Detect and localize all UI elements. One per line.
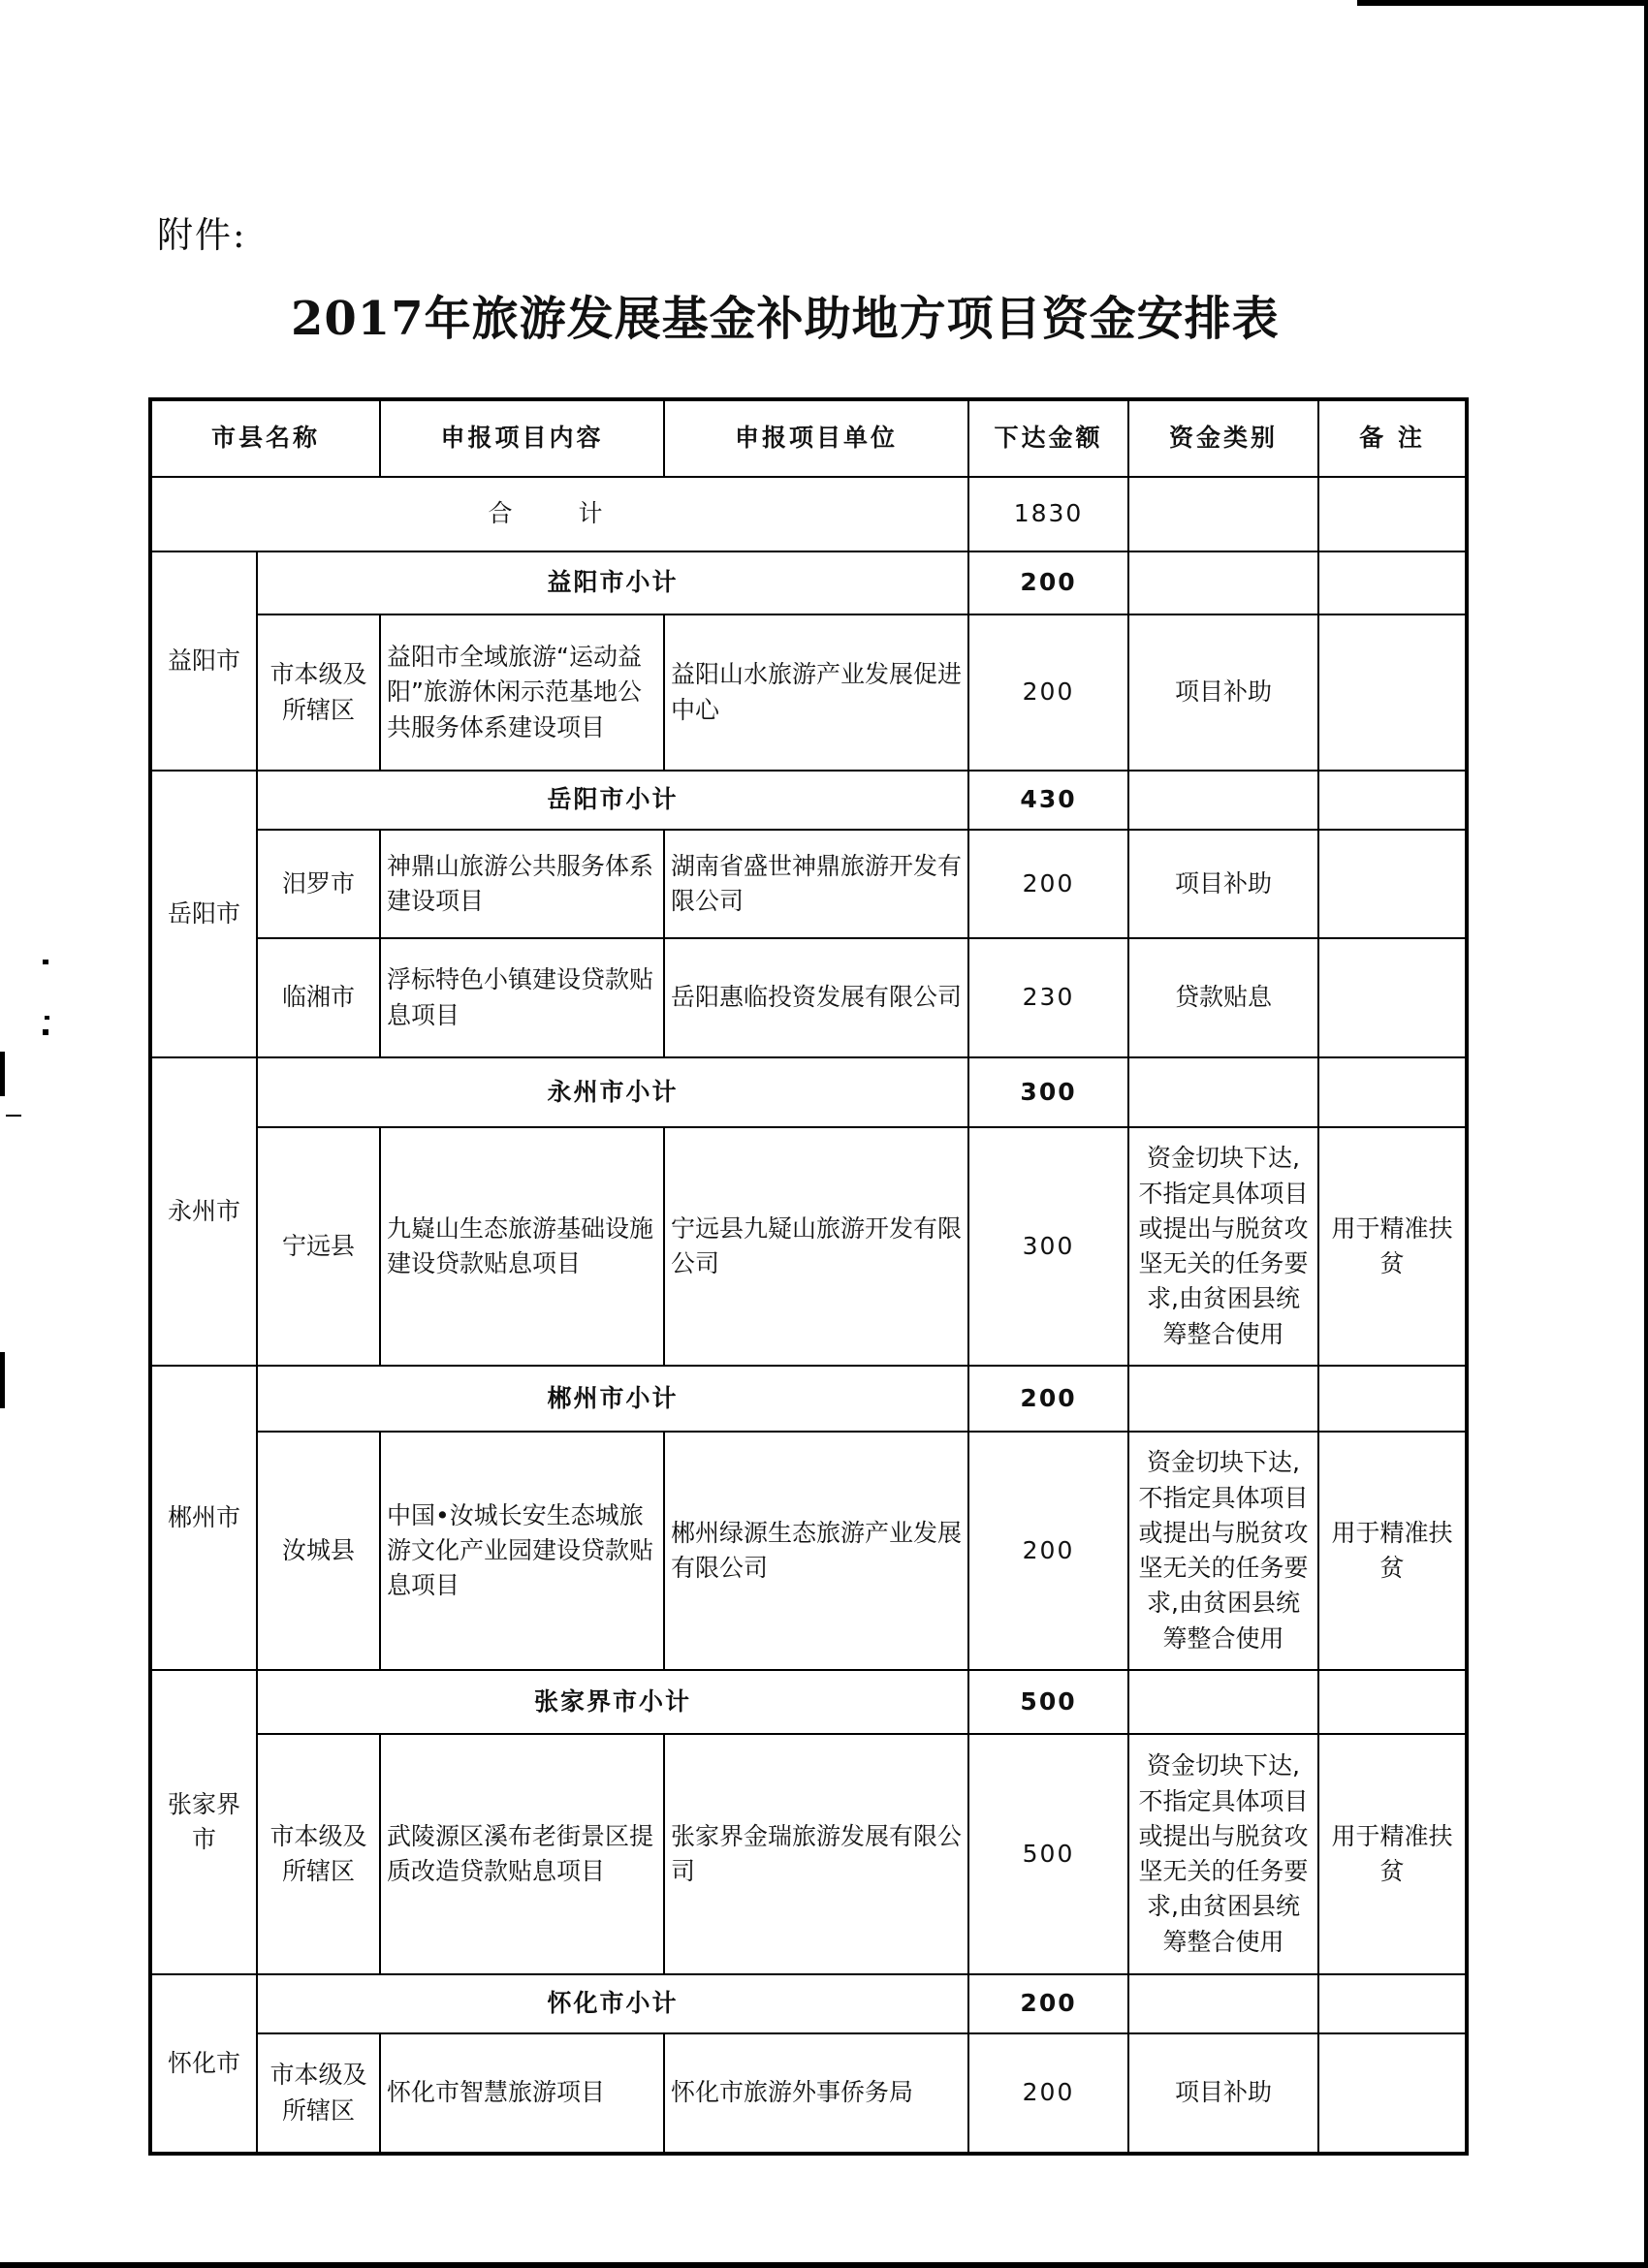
fund-category: 项目补助 — [1128, 830, 1318, 938]
subtotal-category — [1128, 1974, 1318, 2033]
county-name: 临湘市 — [257, 938, 380, 1057]
project-unit: 郴州绿源生态旅游产业发展有限公司 — [664, 1432, 968, 1670]
county-name: 市本级及所辖区 — [257, 2033, 380, 2154]
project-unit: 张家界金瑞旅游发展有限公司 — [664, 1734, 968, 1974]
subtotal-row — [150, 551, 1467, 614]
project-content: 中国•汝城长安生态城旅游文化产业园建设贷款贴息项目 — [380, 1432, 664, 1670]
table-row — [150, 1127, 1467, 1366]
scan-mark — [0, 1052, 5, 1096]
header-project: 申报项目内容 — [380, 399, 664, 477]
subtotal-amount: 200 — [968, 1974, 1128, 2033]
subtotal-category — [1128, 551, 1318, 614]
county-name: 汨罗市 — [257, 830, 380, 938]
header-city: 市县名称 — [150, 399, 380, 477]
city-name: 张家界市 — [150, 1670, 257, 1974]
subtotal-amount: 200 — [968, 551, 1128, 614]
subtotal-row — [150, 1670, 1467, 1734]
amount: 200 — [968, 2033, 1128, 2154]
note — [1318, 614, 1467, 771]
subtotal-category — [1128, 1670, 1318, 1734]
subtotal-row — [150, 1974, 1467, 2033]
subtotal-label: 张家界市小计 — [257, 1670, 968, 1734]
project-content: 浮标特色小镇建设贷款贴息项目 — [380, 938, 664, 1057]
scan-edge — [0, 2262, 1648, 2268]
header-category: 资金类别 — [1128, 399, 1318, 477]
note: 用于精准扶贫 — [1318, 1734, 1467, 1974]
scan-speck — [45, 1016, 49, 1020]
project-content: 益阳市全域旅游“运动益阳”旅游休闲示范基地公共服务体系建设项目 — [380, 614, 664, 771]
county-name: 汝城县 — [257, 1432, 380, 1670]
note — [1318, 2033, 1467, 2154]
amount: 200 — [968, 1432, 1128, 1670]
project-content: 神鼎山旅游公共服务体系建设项目 — [380, 830, 664, 938]
fund-category: 资金切块下达,不指定具体项目或提出与脱贫攻坚无关的任务要求,由贫困县统筹整合使用 — [1128, 1127, 1318, 1366]
county-name: 宁远县 — [257, 1127, 380, 1366]
fund-category: 贷款贴息 — [1128, 938, 1318, 1057]
subtotal-note — [1318, 1670, 1467, 1734]
total-label: 合 计 — [150, 477, 968, 551]
total-note — [1318, 477, 1467, 551]
table-row — [150, 2033, 1467, 2154]
table-row — [150, 1734, 1467, 1974]
subtotal-amount: 500 — [968, 1670, 1128, 1734]
amount: 500 — [968, 1734, 1128, 1974]
fund-category: 项目补助 — [1128, 2033, 1318, 2154]
subtotal-category — [1128, 771, 1318, 830]
city-name: 永州市 — [150, 1057, 257, 1366]
table-row — [150, 938, 1467, 1057]
subtotal-note — [1318, 1974, 1467, 2033]
subtotal-category — [1128, 1057, 1318, 1127]
city-name: 怀化市 — [150, 1974, 257, 2154]
subtotal-row — [150, 1366, 1467, 1432]
subtotal-row — [150, 771, 1467, 830]
total-category — [1128, 477, 1318, 551]
subtotal-category — [1128, 1366, 1318, 1432]
scan-speck — [6, 1115, 21, 1117]
subtotal-label: 永州市小计 — [257, 1057, 968, 1127]
amount: 200 — [968, 830, 1128, 938]
header-unit: 申报项目单位 — [664, 399, 968, 477]
project-unit: 湖南省盛世神鼎旅游开发有限公司 — [664, 830, 968, 938]
amount: 230 — [968, 938, 1128, 1057]
funding-table — [148, 397, 1469, 2156]
header-note: 备 注 — [1318, 399, 1467, 477]
subtotal-label: 益阳市小计 — [257, 551, 968, 614]
county-name: 市本级及所辖区 — [257, 1734, 380, 1974]
scan-speck — [43, 960, 48, 964]
project-content: 武陵源区溪布老街景区提质改造贷款贴息项目 — [380, 1734, 664, 1974]
city-name: 岳阳市 — [150, 771, 257, 1057]
project-content: 怀化市智慧旅游项目 — [380, 2033, 664, 2154]
note: 用于精准扶贫 — [1318, 1432, 1467, 1670]
project-unit: 怀化市旅游外事侨务局 — [664, 2033, 968, 2154]
total-row — [150, 477, 1467, 551]
fund-category: 项目补助 — [1128, 614, 1318, 771]
project-unit: 宁远县九疑山旅游开发有限公司 — [664, 1127, 968, 1366]
total-amount: 1830 — [968, 477, 1128, 551]
city-name: 郴州市 — [150, 1366, 257, 1670]
subtotal-label: 怀化市小计 — [257, 1974, 968, 2033]
fund-category: 资金切块下达,不指定具体项目或提出与脱贫攻坚无关的任务要求,由贫困县统筹整合使用 — [1128, 1432, 1318, 1670]
amount: 200 — [968, 614, 1128, 771]
subtotal-label: 岳阳市小计 — [257, 771, 968, 830]
project-unit: 岳阳惠临投资发展有限公司 — [664, 938, 968, 1057]
subtotal-note — [1318, 771, 1467, 830]
table-row — [150, 1432, 1467, 1670]
subtotal-row — [150, 1057, 1467, 1127]
subtotal-amount: 300 — [968, 1057, 1128, 1127]
subtotal-note — [1318, 551, 1467, 614]
page-title: 2017年旅游发展基金补助地方项目资金安排表 — [291, 292, 1280, 346]
subtotal-note — [1318, 1057, 1467, 1127]
fund-category: 资金切块下达,不指定具体项目或提出与脱贫攻坚无关的任务要求,由贫困县统筹整合使用 — [1128, 1734, 1318, 1974]
project-content: 九嶷山生态旅游基础设施建设贷款贴息项目 — [380, 1127, 664, 1366]
city-name: 益阳市 — [150, 551, 257, 771]
table-row — [150, 614, 1467, 771]
header-row — [150, 399, 1467, 477]
note: 用于精准扶贫 — [1318, 1127, 1467, 1366]
scan-mark — [0, 1352, 5, 1408]
subtotal-amount: 200 — [968, 1366, 1128, 1432]
attachment-label: 附件: — [157, 214, 247, 256]
scan-edge — [1644, 0, 1648, 2268]
header-amount: 下达金额 — [968, 399, 1128, 477]
amount: 300 — [968, 1127, 1128, 1366]
note — [1318, 830, 1467, 938]
scan-edge — [1357, 0, 1648, 6]
table-row — [150, 830, 1467, 938]
subtotal-label: 郴州市小计 — [257, 1366, 968, 1432]
subtotal-amount: 430 — [968, 771, 1128, 830]
project-unit: 益阳山水旅游产业发展促进中心 — [664, 614, 968, 771]
scan-speck — [43, 1029, 48, 1035]
subtotal-note — [1318, 1366, 1467, 1432]
county-name: 市本级及所辖区 — [257, 614, 380, 771]
note — [1318, 938, 1467, 1057]
